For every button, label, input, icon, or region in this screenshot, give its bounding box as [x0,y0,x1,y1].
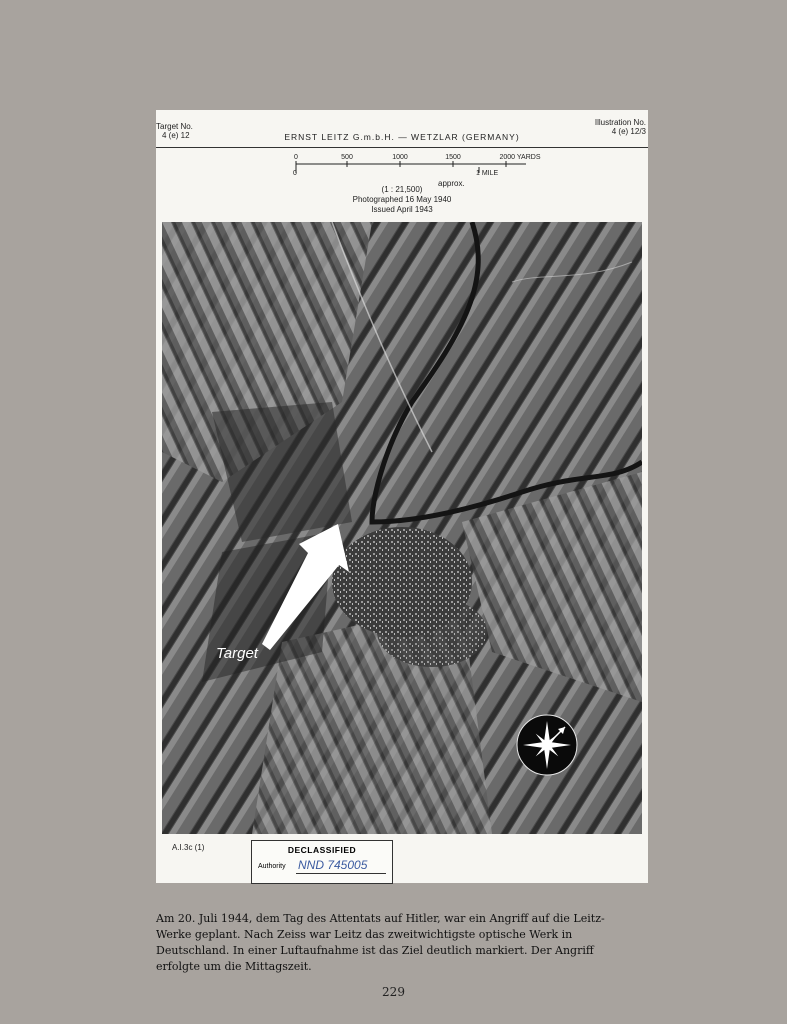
page-number: 229 [382,985,405,999]
stamp-title: DECLASSIFIED [287,845,357,855]
photographed-date: Photographed 16 May 1940 [352,195,452,204]
mile-tick-zero: 0 [293,170,297,177]
illustration-number-block [584,118,646,136]
header-rule [156,147,648,148]
reconnaissance-sheet [156,110,648,883]
scale-tick-label: 500 [341,154,353,161]
scale-tick-label: 1000 [392,154,408,161]
scale-bar-lines [286,158,546,176]
photo-reference: A.I.3c (1) [172,843,205,852]
target-number: 4 (e) 12 [162,131,190,140]
declassified-stamp [251,840,393,884]
issued-date: Issued April 1943 [371,205,433,214]
target-label: Target No. [156,122,193,131]
scale-approx: approx. [438,179,465,188]
mile-tick-label: 1 MILE [476,170,499,177]
scale-tick-label: 0 [294,154,298,161]
photo-caption: Am 20. Juli 1944, dem Tag des Attentats auf Hitler, war ein Angriff auf die Leitz-Werke geplant. Nach Zeiss war Leitz das zweitwichtigste optische Werk in Deutschland. In einer Luftaufnahme ist das Ziel deutlich markiert. Der Angriff erfolgte um die Mittagszeit. [156,912,605,973]
scale-tick-label: 1500 [445,154,461,161]
illustration-label: Illustration No. [594,118,646,127]
target-label: Target [216,645,258,662]
scale-info [156,185,648,215]
stamp-authority-label: Authority [258,863,286,870]
compass-rose-icon [515,713,579,777]
stamp-authority-value: NND 745005 [298,858,368,872]
illustration-number: 4 (e) 12/3 [611,127,646,136]
scale-ratio: (1 : 21,500) [381,185,423,194]
stamp-underline [296,873,386,874]
sheet-title: ERNST LEITZ G.m.b.H. — WETZLAR (GERMANY) [284,132,520,142]
scale-tick-label: 2000 YARDS [499,154,541,161]
